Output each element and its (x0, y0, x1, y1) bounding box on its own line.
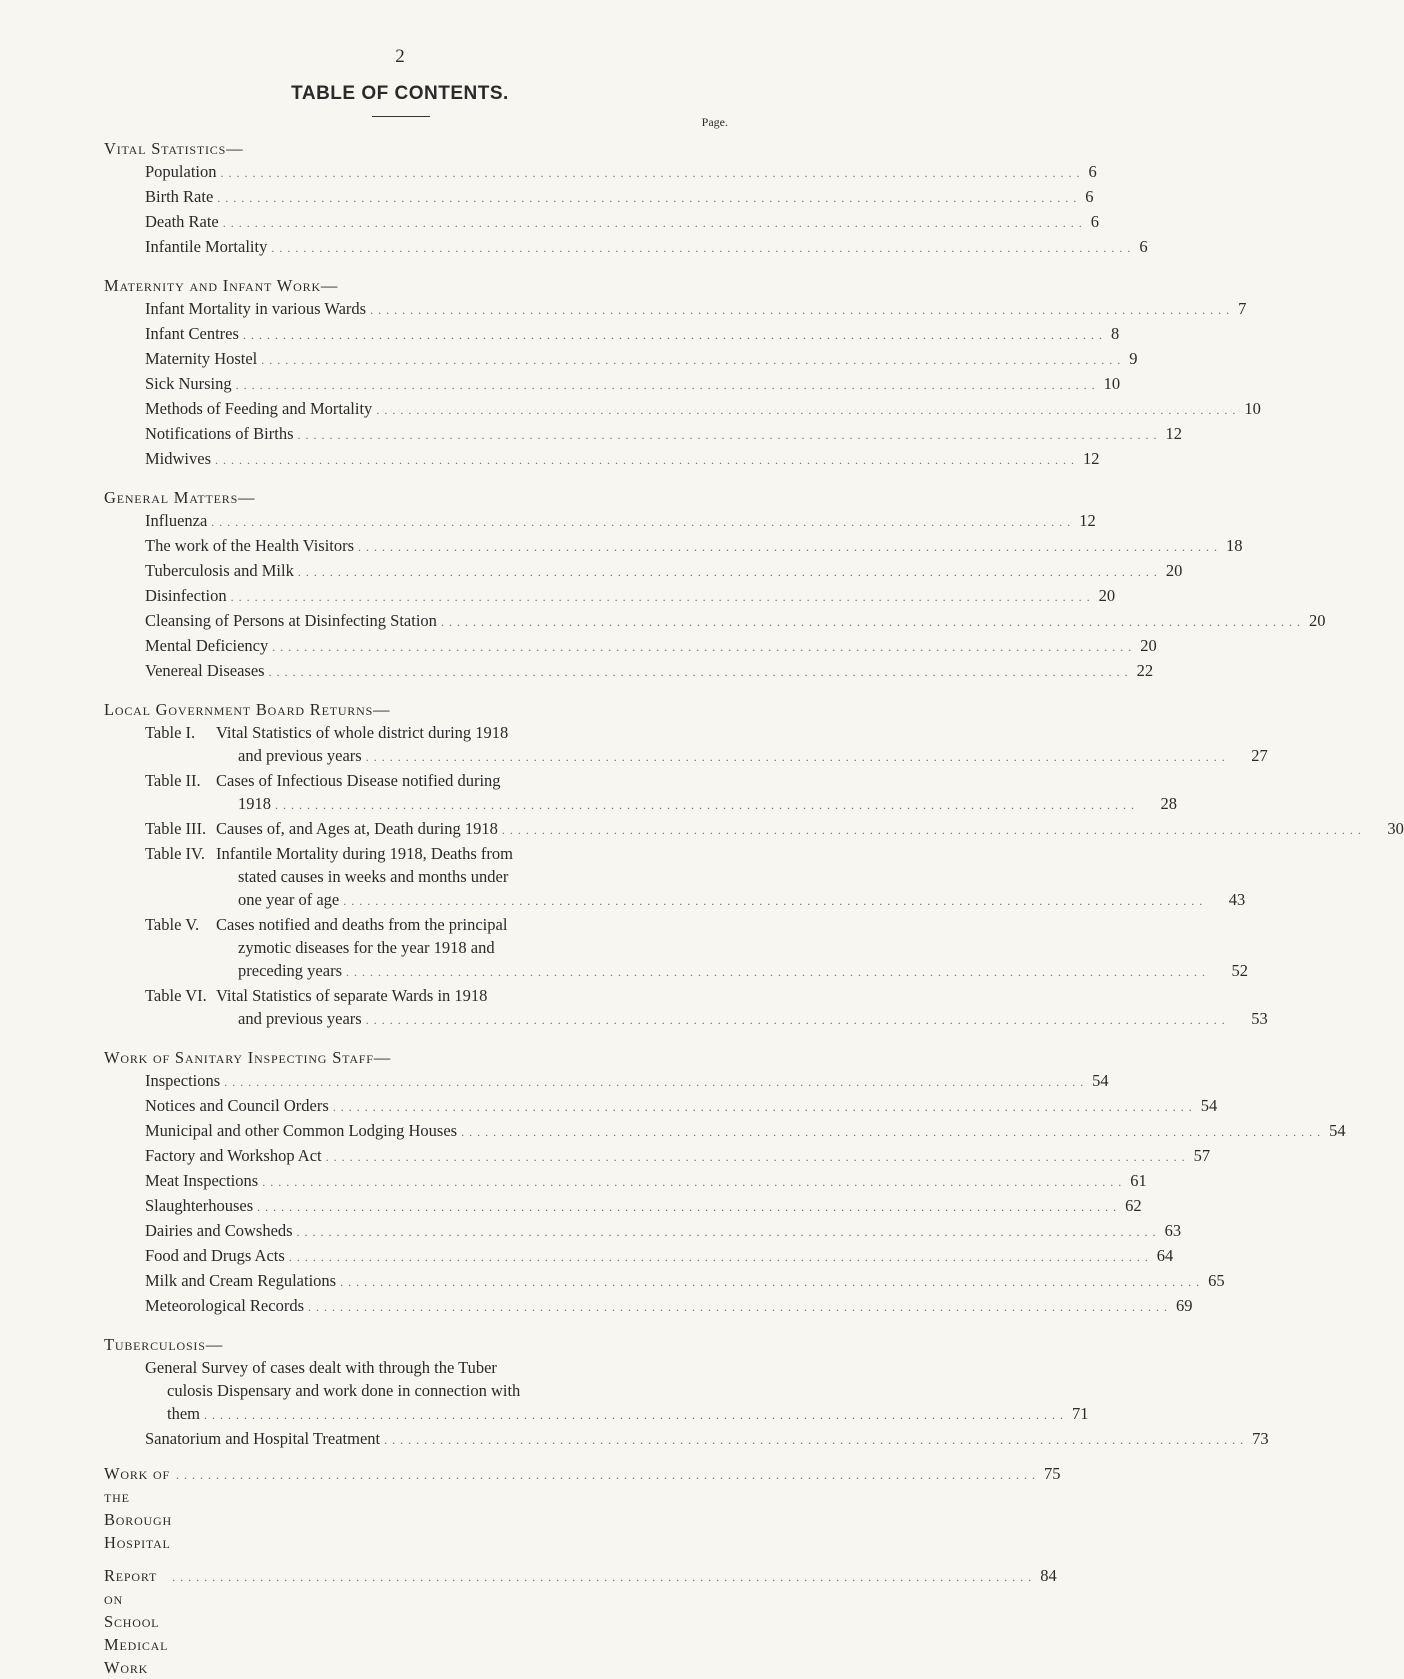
toc-entry (104, 160, 1097, 185)
toc-entry (104, 609, 1326, 634)
leader-dots: ............................................................................................................ (222, 216, 1087, 230)
table-description (216, 984, 1268, 1032)
leader-dots: ............................................................................................................ (271, 241, 1136, 255)
toc-entry-label: Venereal Diseases (145, 661, 265, 680)
toc-entry-page: 9 (1129, 349, 1138, 368)
page-number: 2 (395, 46, 405, 67)
leader-dots: ............................................................................................................ (365, 750, 1230, 764)
toc-entry-page: 64 (1156, 1246, 1174, 1265)
toc-entry-page: 10 (1244, 399, 1261, 418)
leader-dots: ............................................................................................................ (501, 823, 1366, 837)
leader-dots: ............................................................................................................ (297, 565, 1162, 579)
toc-entry (104, 509, 1096, 534)
toc-entry-label: and previous years (238, 1009, 362, 1028)
section-heading-lgb: Local Government Board Returns— (104, 700, 391, 719)
toc-entry-label: Methods of Feeding and Mortality (145, 399, 373, 418)
page-column-header: Page. (701, 115, 728, 129)
leader-dots: ............................................................................................................ (261, 353, 1126, 367)
table-description (216, 817, 1404, 842)
toc-entry-page: 69 (1176, 1296, 1193, 1315)
table-label: Table IV. (145, 844, 205, 863)
leader-dots: ............................................................................................................ (343, 894, 1208, 908)
toc-entry-line: culosis Dispensary and work done in connection with (167, 1381, 521, 1400)
leader-dots: ............................................................................................................ (376, 403, 1241, 417)
toc-entry-label: Factory and Workshop Act (145, 1146, 322, 1165)
section-heading-hospital (104, 1462, 1061, 1554)
leader-dots: ............................................................................................................ (340, 1275, 1205, 1289)
toc-entry-page: 54 (1329, 1121, 1346, 1140)
leader-dots: ............................................................................................................ (242, 328, 1107, 342)
leader-dots: ............................................................................................................ (297, 428, 1162, 442)
leader-dots: ............................................................................................................ (358, 540, 1223, 554)
toc-entry (104, 1119, 1346, 1144)
section-heading-school (104, 1564, 1057, 1679)
toc-entry-label: and previous years (238, 746, 362, 765)
toc-entry-page: 6 (1090, 212, 1100, 231)
toc-entry (104, 1219, 1182, 1244)
toc-entry-label: them (167, 1404, 200, 1423)
toc-entry-survey (104, 1356, 1089, 1427)
toc-table-entry (104, 984, 1268, 1032)
table-label: Table II. (145, 771, 201, 790)
leader-dots: ............................................................................................................ (172, 1570, 1037, 1584)
table-label: Table III. (145, 819, 207, 838)
toc-entry-page: 84 (1040, 1566, 1057, 1585)
leader-dots: ............................................................................................................ (296, 1225, 1161, 1239)
leader-dots: ............................................................................................................ (440, 615, 1305, 629)
toc-entry-label: Disinfection (145, 586, 227, 605)
toc-entry-label: Infant Mortality in various Wards (145, 299, 367, 318)
toc-entry-page: 12 (1083, 449, 1100, 468)
toc-entry-label: Report on School Medical Work (104, 1566, 169, 1677)
toc-table-entry (104, 721, 1268, 769)
toc-entry (104, 347, 1138, 372)
toc-entry-label: Influenza (145, 511, 208, 530)
toc-entry (104, 235, 1148, 260)
toc-entry-line: stated causes in weeks and months under (238, 867, 509, 886)
toc-entry-page: 30 (1387, 819, 1404, 838)
toc-entry-page: 20 (1098, 586, 1116, 605)
toc-entry (104, 1094, 1218, 1119)
leader-dots: ............................................................................................................ (325, 1150, 1190, 1164)
toc-entry-label: Milk and Cream Regulations (145, 1271, 337, 1290)
table-of-contents (104, 137, 1404, 1679)
toc-entry-label: Work of the Borough Hospital (104, 1464, 172, 1552)
leader-dots: ............................................................................................................ (268, 665, 1133, 679)
toc-entry-label: Tuberculosis and Milk (145, 561, 294, 580)
toc-table-entry (104, 769, 1177, 817)
toc-entry-page: 6 (1085, 187, 1094, 206)
toc-entry-label: Municipal and other Common Lodging Houses (145, 1121, 458, 1140)
toc-entry (104, 397, 1261, 422)
leader-dots: ............................................................................................................ (235, 378, 1100, 392)
section-heading-sanitary: Work of Sanitary Inspecting Staff— (104, 1048, 392, 1067)
toc-entry-label: Inspections (145, 1071, 221, 1090)
toc-entry-label: Death Rate (145, 212, 219, 231)
toc-entry (104, 1427, 1269, 1452)
table-label: Table V. (145, 915, 200, 934)
toc-entry-label: Infant Centres (145, 324, 239, 343)
leader-dots: ............................................................................................................ (215, 453, 1079, 467)
toc-entry-page: 43 (1228, 890, 1246, 909)
toc-entry-line: Vital Statistics of separate Wards in 1918 (216, 986, 488, 1005)
toc-entry-label: Meteorological Records (145, 1296, 304, 1315)
table-label: Table VI. (145, 986, 207, 1005)
table-label: Table I. (145, 723, 196, 742)
toc-entry-page: 54 (1200, 1096, 1218, 1115)
toc-entry-label: Sanatorium and Hospital Treatment (145, 1429, 381, 1448)
toc-entry-page: 22 (1136, 661, 1154, 680)
toc-entry (104, 1069, 1109, 1094)
toc-entry (104, 210, 1100, 235)
toc-entry-line: Vital Statistics of whole district during 1918 (216, 723, 509, 742)
toc-entry (104, 447, 1100, 472)
section-heading-maternity: Maternity and Infant Work— (104, 276, 339, 295)
toc-entry-label: Population (145, 162, 217, 181)
toc-entry-label: Dairies and Cowsheds (145, 1221, 293, 1240)
toc-entry (104, 584, 1116, 609)
toc-entry-label: one year of age (238, 890, 340, 909)
toc-entry-page: 63 (1164, 1221, 1182, 1240)
leader-dots: ............................................................................................................ (262, 1175, 1127, 1189)
title-rule (372, 116, 430, 117)
toc-entry-page: 75 (1043, 1464, 1061, 1483)
toc-entry-page: 54 (1092, 1071, 1109, 1090)
toc-entry-page: 73 (1252, 1429, 1269, 1448)
toc-entry-label: Meat Inspections (145, 1171, 259, 1190)
table-description (216, 842, 1245, 913)
toc-entry (104, 297, 1247, 322)
leader-dots: ............................................................................................................ (332, 1100, 1197, 1114)
toc-entry-page: 18 (1226, 536, 1243, 555)
leader-dots: ............................................................................................................ (461, 1125, 1326, 1139)
toc-entry-label: Slaughterhouses (145, 1196, 254, 1215)
leader-dots: ............................................................................................................ (224, 1075, 1089, 1089)
toc-entry-line: General Survey of cases dealt with through the Tuber (145, 1358, 497, 1377)
toc-entry-page: 61 (1130, 1171, 1147, 1190)
toc-entry-page: 8 (1110, 324, 1120, 343)
toc-entry (104, 634, 1157, 659)
toc-entry (104, 534, 1243, 559)
toc-entry-label: Sick Nursing (145, 374, 232, 393)
toc-entry-label: preceding years (238, 961, 342, 980)
toc-entry-page: 62 (1125, 1196, 1142, 1215)
toc-entry-line: zymotic diseases for the year 1918 and (238, 938, 495, 957)
leader-dots: ............................................................................................................ (288, 1250, 1153, 1264)
section-heading-general: General Matters— (104, 488, 256, 507)
toc-entry-label: The work of the Health Visitors (145, 536, 355, 555)
toc-entry (104, 185, 1094, 210)
leader-dots: ............................................................................................................ (370, 303, 1235, 317)
toc-entry-page: 65 (1208, 1271, 1225, 1290)
toc-entry (104, 1294, 1193, 1319)
toc-entry (104, 322, 1120, 347)
toc-table-entry (104, 842, 1246, 913)
leader-dots: ............................................................................................................ (220, 166, 1085, 180)
section-heading-vital: Vital Statistics— (104, 139, 244, 158)
leader-dots: ............................................................................................................ (346, 965, 1210, 979)
toc-table-entry (104, 913, 1248, 984)
toc-entry-page: 52 (1231, 961, 1248, 980)
toc-entry (104, 422, 1182, 447)
toc-entry-page: 20 (1140, 636, 1157, 655)
toc-table-entry (104, 817, 1404, 842)
toc-entry-page: 6 (1139, 237, 1148, 256)
toc-entry (104, 1269, 1225, 1294)
toc-entry-page: 12 (1079, 511, 1096, 530)
leader-dots: ............................................................................................................ (308, 1300, 1172, 1314)
table-description (216, 913, 1248, 984)
table-description (216, 769, 1177, 817)
toc-entry-label: Maternity Hostel (145, 349, 258, 368)
toc-entry-label: Causes of, and Ages at, Death during 1918 (216, 819, 498, 838)
toc-entry-page: 71 (1072, 1404, 1089, 1423)
section-heading-tuberculosis: Tuberculosis— (104, 1335, 223, 1354)
toc-entry-page: 53 (1251, 1009, 1268, 1028)
leader-dots: ............................................................................................................ (257, 1200, 1122, 1214)
toc-entry-page: 27 (1251, 746, 1268, 765)
toc-entry-label: Food and Drugs Acts (145, 1246, 285, 1265)
toc-entry-page: 20 (1308, 611, 1326, 630)
toc-entry (104, 1169, 1147, 1194)
leader-dots: ............................................................................................................ (175, 1468, 1040, 1482)
toc-entry-page: 57 (1193, 1146, 1211, 1165)
leader-dots: ............................................................................................................ (275, 798, 1139, 812)
leader-dots: ............................................................................................................ (230, 590, 1095, 604)
leader-dots: ............................................................................................................ (384, 1433, 1249, 1447)
leader-dots: ............................................................................................................ (272, 640, 1137, 654)
toc-entry-line: Cases of Infectious Disease notified during (216, 771, 501, 790)
toc-entry (104, 1144, 1211, 1169)
toc-entry-label: Midwives (145, 449, 211, 468)
toc-entry-line: Infantile Mortality during 1918, Deaths from (216, 844, 513, 863)
toc-entry-label: Cleansing of Persons at Disinfecting Station (145, 611, 437, 630)
page-title: TABLE OF CONTENTS. (291, 83, 509, 104)
toc-entry-label: 1918 (238, 794, 271, 813)
toc-entry (104, 559, 1183, 584)
leader-dots: ............................................................................................................ (204, 1408, 1068, 1422)
toc-entry-page: 10 (1103, 374, 1121, 393)
toc-entry-page: 6 (1088, 162, 1097, 181)
toc-entry (104, 372, 1121, 397)
toc-entry-label: Notices and Council Orders (145, 1096, 329, 1115)
leader-dots: ............................................................................................................ (365, 1013, 1230, 1027)
toc-entry-label: Infantile Mortality (145, 237, 268, 256)
toc-entry-page: 12 (1165, 424, 1182, 443)
toc-entry (104, 659, 1154, 684)
table-description (216, 721, 1268, 769)
toc-entry-page: 20 (1165, 561, 1183, 580)
toc-entry-page: 28 (1160, 794, 1177, 813)
toc-entry-line: Cases notified and deaths from the principal (216, 915, 508, 934)
toc-entry-label: Notifications of Births (145, 424, 294, 443)
leader-dots: ............................................................................................................ (211, 515, 1076, 529)
toc-entry (104, 1244, 1174, 1269)
toc-entry-page: 7 (1238, 299, 1247, 318)
leader-dots: ............................................................................................................ (217, 191, 1082, 205)
toc-entry-label: Mental Deficiency (145, 636, 269, 655)
toc-entry-label: Birth Rate (145, 187, 214, 206)
toc-entry (104, 1194, 1142, 1219)
